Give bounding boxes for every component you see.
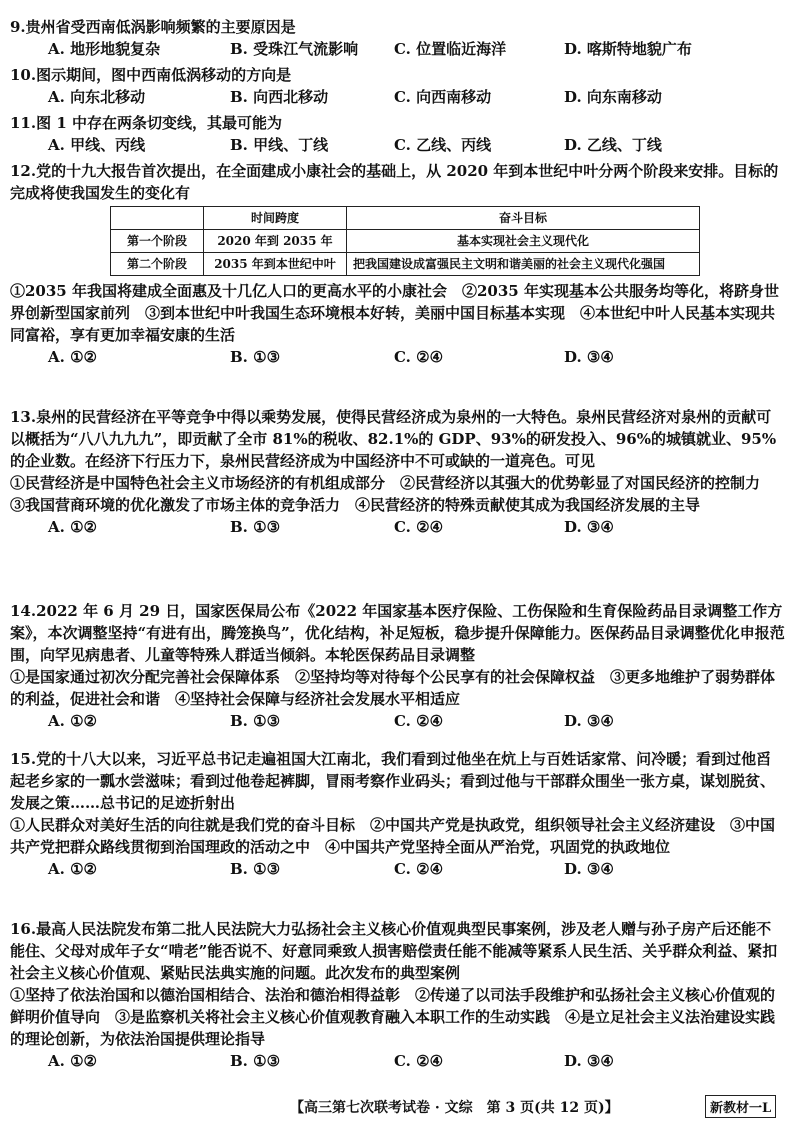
question-stem: 16.最高人民法院发布第二批人民法院大力弘扬社会主义核心价值观典型民事案例，涉及老人赠与孙子房产后还能不能住、父母对成年子女“啃老”能否说不、好意同乘致人损害赔偿责任能不能减等紧系人民生活、关乎群众利益、紧扣社会主义核心价值观、紧贴民法典实施的问题。此次发布的典型案例 [10, 920, 778, 982]
table-cell: 第一个阶段 [111, 230, 204, 253]
option-c: C. 乙线、丙线 [394, 136, 492, 154]
statements: ①民营经济是中国特色社会主义市场经济的有机组成部分 ②民营经济以其强大的优势彰显了对国民经济的控制力 ③我国营商环境的优化激发了市场主体的竞争活力 ④民营经济的特殊贡献使其成为我国经济发展的主导 [10, 474, 776, 514]
table-cell: 把我国建设成富强民主文明和谐美丽的社会主义现代化强国 [347, 253, 700, 276]
option-a: A. 地形地貌复杂 [48, 40, 161, 58]
options-row [10, 858, 786, 882]
option-d: D. ③④ [564, 860, 614, 878]
option-d: D. 喀斯特地貌广布 [564, 40, 692, 58]
option-b: B. ①③ [230, 348, 281, 366]
statements: ①是国家通过初次分配完善社会保障体系 ②坚持均等对待每个公民享有的社会保障权益 ③更多地维护了弱势群体的利益，促进社会和谐 ④坚持社会保障与经济社会发展水平相适应 [10, 668, 776, 708]
option-a: A. ①② [48, 1052, 97, 1070]
option-a: A. ①② [48, 860, 97, 878]
footer-title: 【高三第七次联考试卷 · 文综 第 3 页(共 12 页)】 [290, 1100, 619, 1116]
option-c: C. ②④ [394, 1052, 444, 1070]
option-c: C. 向西南移动 [394, 88, 492, 106]
statements: ①人民群众对美好生活的向往就是我们党的奋斗目标 ②中国共产党是执政党，组织领导社会主义经济建设 ③中国共产党把群众路线贯彻到治国理政的活动之中 ④中国共产党坚持全面从严治党，巩固党的执政地位 [10, 816, 776, 856]
table-header: 奋斗目标 [347, 207, 700, 230]
table-cell: 第二个阶段 [111, 253, 204, 276]
option-b: B. 受珠江气流影响 [230, 40, 359, 58]
table-header [111, 207, 204, 230]
question-stem: 11.图 1 中存在两条切变线，其最可能为 [10, 114, 282, 132]
option-d: D. ③④ [564, 348, 614, 366]
table-row [111, 230, 700, 253]
table-cell: 2035 年到本世纪中叶 [204, 253, 347, 276]
option-d: D. 向东南移动 [564, 88, 662, 106]
option-c: C. ②④ [394, 860, 444, 878]
option-b: B. ①③ [230, 860, 281, 878]
page-footer [0, 1097, 794, 1119]
option-a: A. 甲线、丙线 [48, 136, 146, 154]
question-stem: 15.党的十八大以来，习近平总书记走遍祖国大江南北，我们看到过他坐在炕上与百姓话家常、问冷暖；看到过他舀起老乡家的一瓢水尝滋味；看到过他卷起裤脚，冒雨考察作业码头；看到过他与干部群众围坐一张方桌，谋划脱贫、发展之策……总书记的足迹折射出 [10, 750, 776, 812]
goals-table [110, 206, 700, 276]
option-b: B. 向西北移动 [230, 88, 329, 106]
table-row [111, 253, 700, 276]
option-c: C. ②④ [394, 348, 444, 366]
option-d: D. ③④ [564, 712, 614, 730]
question-15 [10, 748, 786, 882]
question-13 [10, 406, 786, 540]
options-row [10, 346, 786, 370]
options-row [10, 38, 786, 62]
question-11 [10, 112, 786, 158]
table-cell: 2020 年到 2035 年 [204, 230, 347, 253]
question-stem: 9.贵州省受西南低涡影响频繁的主要原因是 [10, 18, 296, 36]
option-a: A. 向东北移动 [48, 88, 146, 106]
question-14 [10, 600, 786, 734]
option-a: A. ①② [48, 348, 97, 366]
option-a: A. ①② [48, 518, 97, 536]
statements: ①坚持了依法治国和以德治国相结合、法治和德治相得益彰 ②传递了以司法手段维护和弘扬社会主义核心价值观的鲜明价值导向 ③是监察机关将社会主义核心价值观教育融入本职工作的生动实践 ④是立足社会主义法治建设实践的理论创新，为依法治国提供理论指导 [10, 986, 776, 1048]
options-row [10, 516, 786, 540]
option-c: C. ②④ [394, 518, 444, 536]
option-c: C. ②④ [394, 712, 444, 730]
option-b: B. ①③ [230, 1052, 281, 1070]
option-b: B. ①③ [230, 518, 281, 536]
options-row [10, 86, 786, 110]
question-stem: 12.党的十九大报告首次提出，在全面建成小康社会的基础上，从 2020 年到本世纪中叶分两个阶段来安排。目标的完成将使我国发生的变化有 [10, 162, 779, 202]
option-a: A. ①② [48, 712, 97, 730]
option-b: B. 甲线、丁线 [230, 136, 329, 154]
option-d: D. 乙线、丁线 [564, 136, 662, 154]
table-cell: 基本实现社会主义现代化 [347, 230, 700, 253]
table-header: 时间跨度 [204, 207, 347, 230]
option-d: D. ③④ [564, 518, 614, 536]
question-16 [10, 918, 786, 1074]
question-12 [10, 160, 786, 370]
question-10 [10, 64, 786, 110]
option-b: B. ①③ [230, 712, 281, 730]
options-row [10, 134, 786, 158]
edition-tag: 新教材一L [705, 1095, 776, 1118]
option-c: C. 位置临近海洋 [394, 40, 507, 58]
table-header-row [111, 207, 700, 230]
question-stem: 14.2022 年 6 月 29 日，国家医保局公布《2022 年国家基本医疗保险、工伤保险和生育保险药品目录调整工作方案》，本次调整坚持“有进有出，腾笼换鸟”，优化结构，补足短板，稳步提升保障能力。医保药品目录调整优化申报范围，向罕见病患者、儿童等特殊人群适当倾斜。本轮医保药品目录调整 [10, 602, 785, 664]
statements: ①2035 年我国将建成全面惠及十几亿人口的更高水平的小康社会 ②2035 年实现基本公共服务均等化，将跻身世界创新型国家前列 ③到本世纪中叶我国生态环境根本好转，美丽中国目标基本实现 ④本世纪中叶人民基本实现共同富裕，享有更加幸福安康的生活 [10, 282, 779, 344]
options-row [10, 710, 786, 734]
options-row [10, 1050, 786, 1074]
question-9 [10, 16, 786, 62]
question-stem: 10.图示期间，图中西南低涡移动的方向是 [10, 66, 292, 84]
option-d: D. ③④ [564, 1052, 614, 1070]
question-stem: 13.泉州的民营经济在平等竞争中得以乘势发展，使得民营经济成为泉州的一大特色。泉州民营经济对泉州的贡献可以概括为“八八九九九”，即贡献了全市 81%的税收、82.1%的 GDP、93%的研发投入、96%的城镇就业、95%的企业数。在经济下行压力下，泉州民营经济成为中国经济中不可或缺的一道亮色。可见 [10, 408, 777, 470]
